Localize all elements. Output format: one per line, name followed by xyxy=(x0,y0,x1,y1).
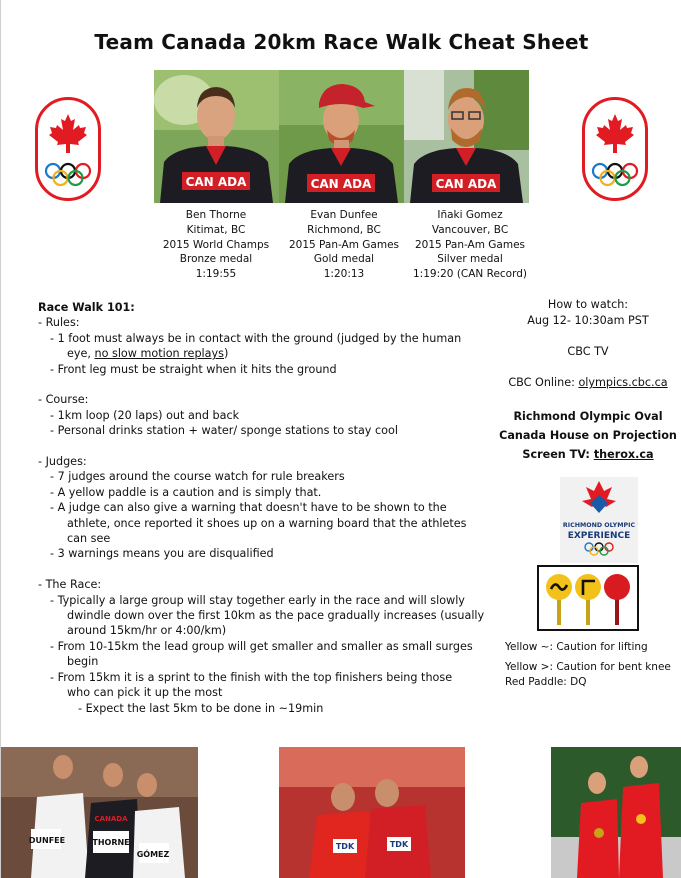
screen-tv-label: Screen TV: xyxy=(522,448,594,461)
athlete-shirt-text: CAN ADA xyxy=(435,177,497,191)
bib-thorne: THORNE xyxy=(92,838,130,847)
athlete-time: 1:20:13 xyxy=(323,268,365,281)
athlete-photo-evan-dunfee xyxy=(279,70,404,203)
race-item: - From 15km it is a sprint to the finish with the top finishers being those xyxy=(50,670,453,684)
rule-text: - 1 foot must always be in contact with the ground (judged by the human xyxy=(50,331,462,345)
cbc-online-link[interactable]: olympics.cbc.ca xyxy=(578,376,668,389)
judges-item: - A judge can also give a warning that doesn't have to be shown to the xyxy=(50,501,447,515)
athlete-name: Iñaki Gomez xyxy=(437,209,503,221)
rox-line-2: EXPERIENCE xyxy=(567,531,631,541)
sponsor-text: TDK xyxy=(389,840,409,849)
judges-item: - 3 warnings means you are disqualified xyxy=(50,547,274,561)
how-to-watch-label: How to watch: xyxy=(547,298,629,311)
athlete-photo-ben-thorne xyxy=(154,70,279,203)
richmond-olympic-experience-logo xyxy=(560,477,638,563)
judges-item: - A yellow paddle is a caution and is simply that. xyxy=(50,485,322,499)
athlete-caption-inaki-gomez xyxy=(400,208,540,282)
venue-line-2: Canada House on Projection xyxy=(499,429,677,442)
judges-item: - 7 judges around the course watch for rule breakers xyxy=(50,470,345,484)
course-item: - Personal drinks station + water/ sponge stations to stay cool xyxy=(50,424,398,438)
bib-dunfee: DUNFEE xyxy=(28,836,66,845)
bottom-photo-selfie xyxy=(279,747,465,878)
judges-item-cont: can see xyxy=(67,532,111,546)
sponsor-text: TDK xyxy=(335,842,355,851)
rule-text: eye, xyxy=(67,347,95,361)
athlete-photo-inaki-gomez xyxy=(404,70,529,203)
athlete-time: 1:19:20 (CAN Record) xyxy=(413,268,527,281)
canada-olympic-logo-left xyxy=(35,97,101,201)
athlete-home: Vancouver, BC xyxy=(431,223,509,236)
rule-item-cont xyxy=(38,346,488,361)
paddle-legend-bent-knee: Yellow >: Caution for bent knee xyxy=(505,661,671,673)
race-subitem: - Expect the last 5km to be done in ~19min xyxy=(78,701,324,715)
athlete-home: Kitimat, BC xyxy=(186,223,246,236)
athlete-event: 2015 Pan-Am Games xyxy=(414,238,526,251)
rule-underlined-text: no slow motion replays xyxy=(94,347,224,361)
athlete-home: Richmond, BC xyxy=(307,223,381,236)
race-walk-101-section xyxy=(38,300,488,731)
race-item: - Typically a large group will stay together early in the race and will slowly xyxy=(50,593,465,607)
screen-tv-line xyxy=(493,447,681,462)
bottom-photo-podium xyxy=(551,747,681,878)
rox-line-1: RICHMOND OLYMPIC xyxy=(562,522,636,529)
athlete-shirt-text: CAN ADA xyxy=(310,177,372,191)
venue-line-1: Richmond Olympic Oval xyxy=(513,410,663,423)
course-heading: - Course: xyxy=(38,393,89,407)
canada-olympic-logo-right xyxy=(582,97,648,201)
section-heading: Race Walk 101: xyxy=(38,301,135,314)
race-item-cont: who can pick it up the most xyxy=(67,686,223,700)
athlete-event: 2015 Pan-Am Games xyxy=(288,238,400,251)
paddle-legend-lifting: Yellow ~: Caution for lifting xyxy=(505,641,648,653)
athlete-medal: Silver medal xyxy=(437,253,503,266)
athlete-name: Ben Thorne xyxy=(185,209,247,221)
judge-paddles-image xyxy=(537,565,639,631)
rule-item: - Front leg must be straight when it hits the ground xyxy=(50,362,337,376)
bib-gomez: GÓMEZ xyxy=(136,850,170,859)
cbc-online-label: CBC Online: xyxy=(508,376,579,389)
athlete-time: 1:19:55 xyxy=(195,268,237,281)
page-title: Team Canada 20km Race Walk Cheat Sheet xyxy=(94,30,589,54)
athlete-event: 2015 World Champs xyxy=(162,238,270,251)
judges-item-cont: athlete, once reported it shoes up on a warning board that the athletes xyxy=(67,516,467,530)
paddle-legend-dq: Red Paddle: DQ xyxy=(505,676,587,688)
course-item: - 1km loop (20 laps) out and back xyxy=(50,408,240,422)
athlete-caption-evan-dunfee xyxy=(274,208,414,282)
bottom-photo-team-walkers xyxy=(1,747,198,878)
athlete-medal: Bronze medal xyxy=(179,253,253,266)
race-item-cont: begin xyxy=(67,655,99,669)
broadcast-date: Aug 12- 10:30am PST xyxy=(527,314,649,327)
cbc-online-line xyxy=(493,375,681,390)
shirt-text: CANADA xyxy=(94,815,128,823)
athlete-medal: Gold medal xyxy=(313,253,375,266)
rule-item xyxy=(38,331,488,346)
athlete-shirt-text: CAN ADA xyxy=(185,175,247,189)
judges-heading: - Judges: xyxy=(38,455,87,469)
race-item-cont: around 15km/hr or 4:00/km) xyxy=(67,624,227,638)
rule-text: ) xyxy=(223,347,229,361)
race-item-cont: dwindle down over the first 10km as the pace gradually increases (usually xyxy=(67,609,485,623)
rules-heading: - Rules: xyxy=(38,316,80,330)
race-heading: - The Race: xyxy=(38,578,102,592)
screen-tv-link[interactable]: therox.ca xyxy=(593,448,654,461)
athlete-name: Evan Dunfee xyxy=(310,209,378,221)
race-item: - From 10-15km the lead group will get smaller and smaller as small surges xyxy=(50,639,473,653)
cbc-tv-label: CBC TV xyxy=(567,345,609,358)
athlete-caption-ben-thorne xyxy=(146,208,286,282)
